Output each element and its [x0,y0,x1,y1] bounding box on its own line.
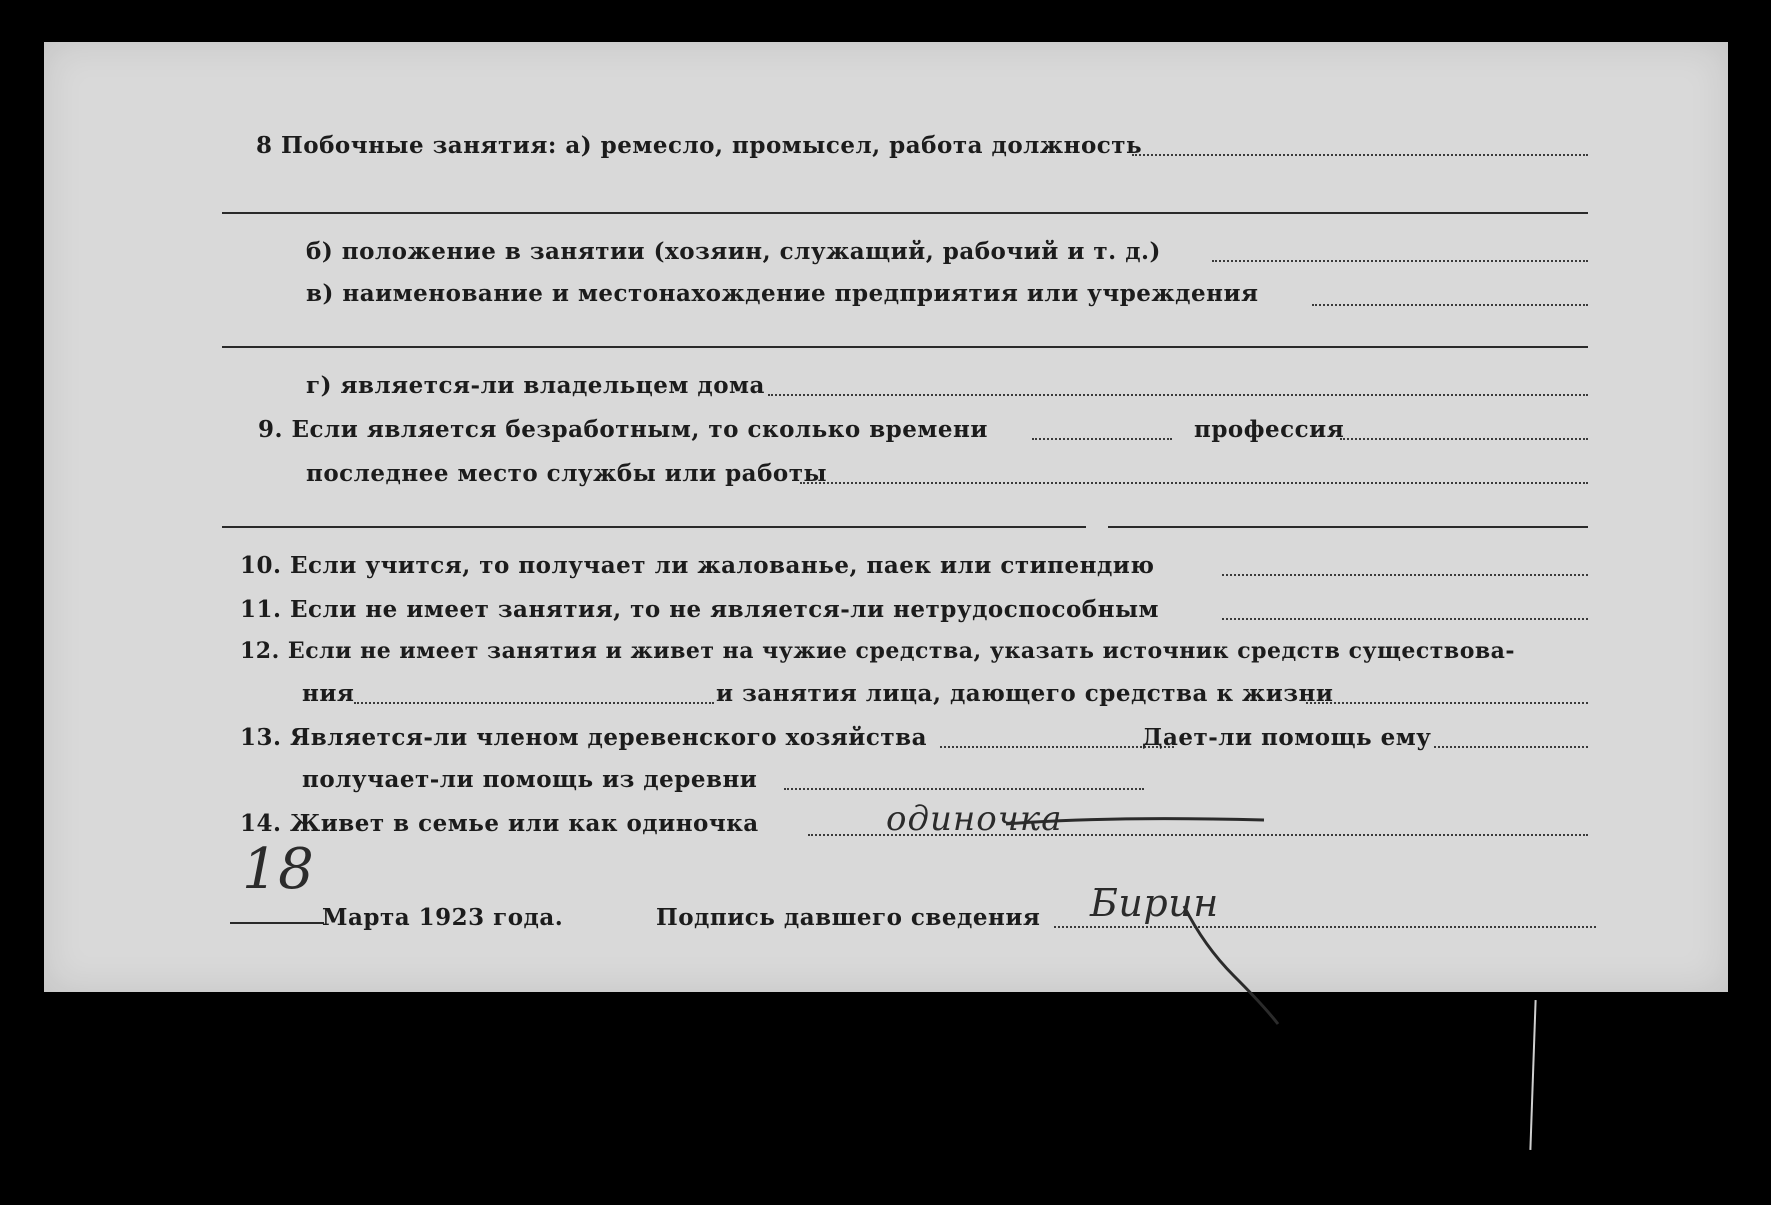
q8-c-blank-line [222,346,1588,348]
signature-fill [1054,926,1596,928]
q11-label: 11. Если не имеет занятия, то не является-ли нетрудоспособным [240,596,1159,623]
form-card [44,42,1728,992]
q13-help-label: Дает-ли помощь ему [1142,724,1432,751]
q13-member-fill [940,746,1174,748]
q13-receives-label: получает-ли помощь из деревни [302,766,758,793]
q9-last-job-label: последнее место службы или работы [306,460,828,487]
q9-profession-fill [1340,438,1588,440]
q14-label: 14. Живет в семье или как одиночка [240,810,759,837]
signature-text: Бирин [1090,881,1219,925]
q13-label: 13. Является-ли членом деревенского хозяйства [240,724,927,751]
q13-receives-fill [784,788,1144,790]
q8-blank-line [222,212,1588,214]
q8-d-label: г) является-ли владельцем дома [306,372,765,399]
q9-blank-line [222,526,1086,528]
q8-b-label: б) положение в занятии (хозяин, служащий, рабочий и т. д.) [306,238,1161,265]
q11-fill [1222,618,1588,620]
q13-help-fill [1434,746,1588,748]
footer-date: Марта 1923 года. [322,904,564,931]
q8-c-label: в) наименование и местонахождение предприятия или учреждения [306,280,1259,307]
q9-profession-label: профессия [1194,416,1345,443]
q14-handwritten-answer: одиночка [886,799,1063,839]
q9-label: 9. Если является безработным, то сколько времени [258,416,988,443]
q9-blank-line-2 [1108,526,1588,528]
q12-source-fill [354,702,714,704]
q12-provider-label: и занятия лица, дающего средства к жизни [716,680,1334,707]
q10-fill [1222,574,1588,576]
q8-d-fill [768,394,1588,396]
q12-cont-label: ния [302,680,355,707]
scan-scratch [1529,1000,1536,1150]
q8-b-fill [1212,260,1588,262]
footer-day-line [230,922,324,924]
q8-a-label: 8 Побочные занятия: а) ремесло, промысел, работа должность [256,132,1143,159]
q12-provider-fill [1306,702,1588,704]
q8-a-fill [1132,154,1588,156]
q9-duration-fill [1032,438,1172,440]
q8-c-fill [1312,304,1588,306]
footer-day: 18 [242,837,315,902]
q10-label: 10. Если учится, то получает ли жалованье, паек или стипендию [240,552,1155,579]
signature-label: Подпись давшего сведения [656,904,1041,931]
q12-label: 12. Если не имеет занятия и живет на чужие средства, указать источник средств существова- [240,638,1516,664]
q9-last-job-fill [800,482,1588,484]
